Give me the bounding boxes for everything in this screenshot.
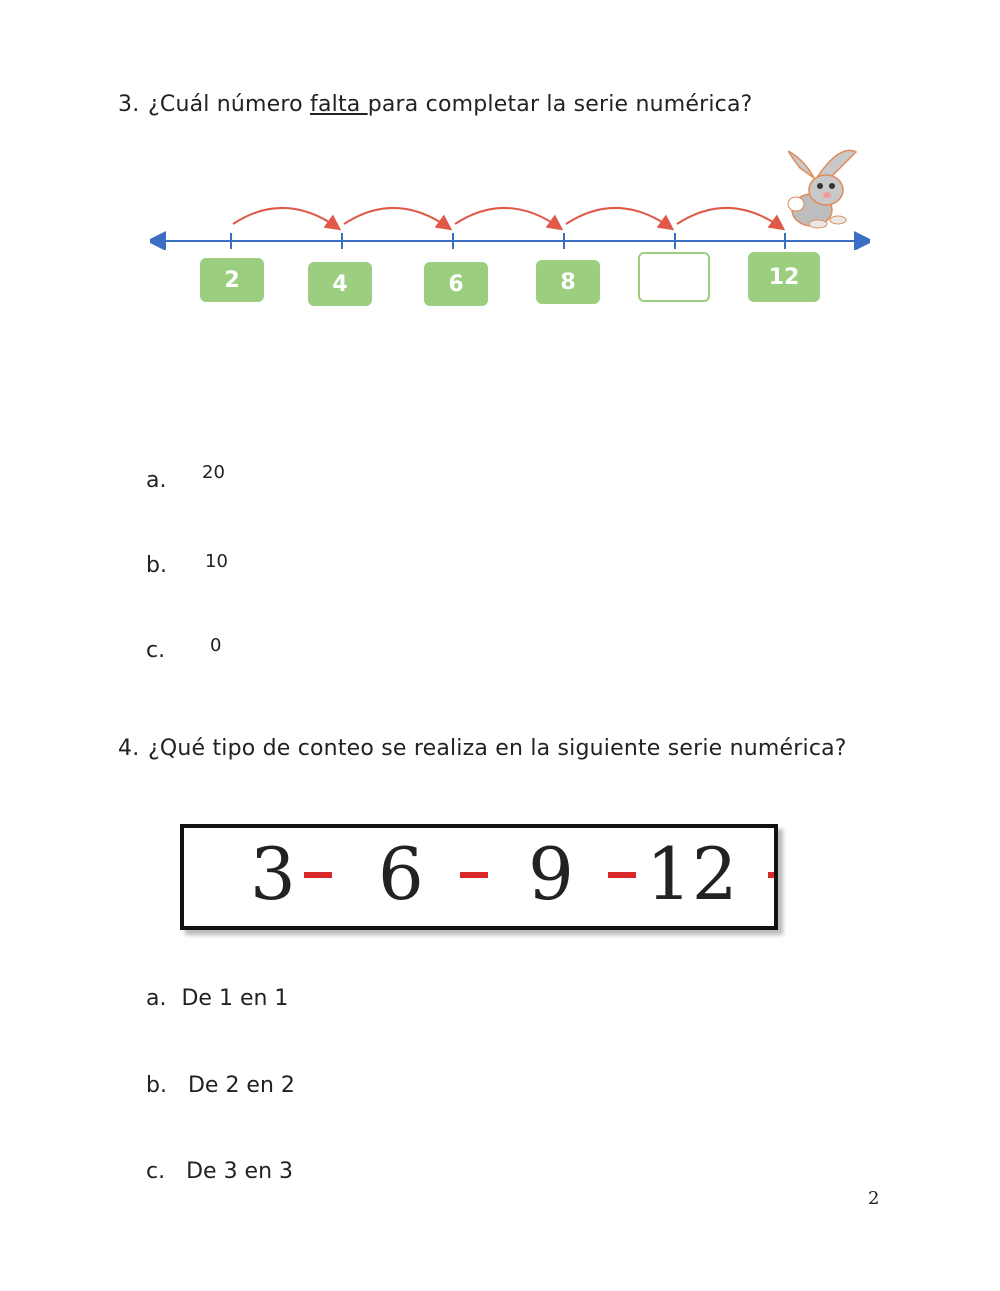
- option-text: De 2 en 2: [187, 1073, 295, 1098]
- jump-arrow: [566, 208, 671, 228]
- number-box: 12: [748, 252, 820, 302]
- option-text: De 1 en 1: [181, 986, 289, 1011]
- question-4: [118, 736, 847, 761]
- option-letter: a.: [146, 468, 167, 493]
- option-letter: b.: [146, 1073, 167, 1098]
- jump-arrow: [233, 208, 338, 228]
- question-4-number: 4.: [118, 736, 140, 761]
- number-box: 4: [308, 262, 372, 306]
- question-3: [118, 92, 753, 117]
- series-number: 6: [378, 832, 424, 916]
- series-dash: [608, 872, 636, 878]
- series-number: 12: [646, 832, 738, 916]
- q4-option-a[interactable]: [146, 986, 288, 1011]
- q3-option-c[interactable]: [146, 638, 165, 663]
- question-3-underlined: falta: [310, 92, 368, 117]
- q3-option-b[interactable]: [146, 553, 167, 578]
- series-dash: [304, 872, 332, 878]
- q3-option-b-value: 10: [205, 551, 228, 572]
- series-box: [180, 824, 778, 930]
- q3-option-a-value: 20: [202, 462, 225, 483]
- option-letter: b.: [146, 553, 167, 578]
- q4-option-b[interactable]: [146, 1073, 295, 1098]
- jump-arrows: [233, 208, 782, 228]
- series-dash: [460, 872, 488, 878]
- q4-option-c[interactable]: [146, 1159, 293, 1184]
- option-letter: a.: [146, 986, 167, 1011]
- series-number: 3: [250, 832, 296, 916]
- missing-number-box[interactable]: [638, 252, 710, 302]
- jump-arrow: [455, 208, 560, 228]
- number-line: [150, 140, 870, 250]
- jump-arrow: [344, 208, 449, 228]
- question-3-number: 3.: [118, 92, 140, 117]
- series-dash: [768, 872, 776, 878]
- number-box: 6: [424, 262, 488, 306]
- number-box: 2: [200, 258, 264, 302]
- option-letter: c.: [146, 638, 166, 663]
- question-4-text: ¿Qué tipo de conteo se realiza en la siguiente serie numérica?: [148, 736, 847, 761]
- number-box: 8: [536, 260, 600, 304]
- question-3-text-after: para completar la serie numérica?: [367, 92, 753, 117]
- rabbit-icon: [788, 150, 856, 228]
- series-number: 9: [528, 832, 574, 916]
- question-3-text-before: ¿Cuál número: [148, 92, 311, 117]
- jump-arrow: [677, 208, 782, 228]
- option-text: De 3 en 3: [186, 1159, 294, 1184]
- q3-option-a[interactable]: [146, 468, 166, 493]
- q3-option-c-value: 0: [210, 635, 222, 656]
- option-letter: c.: [146, 1159, 166, 1184]
- page-number: 2: [868, 1188, 880, 1209]
